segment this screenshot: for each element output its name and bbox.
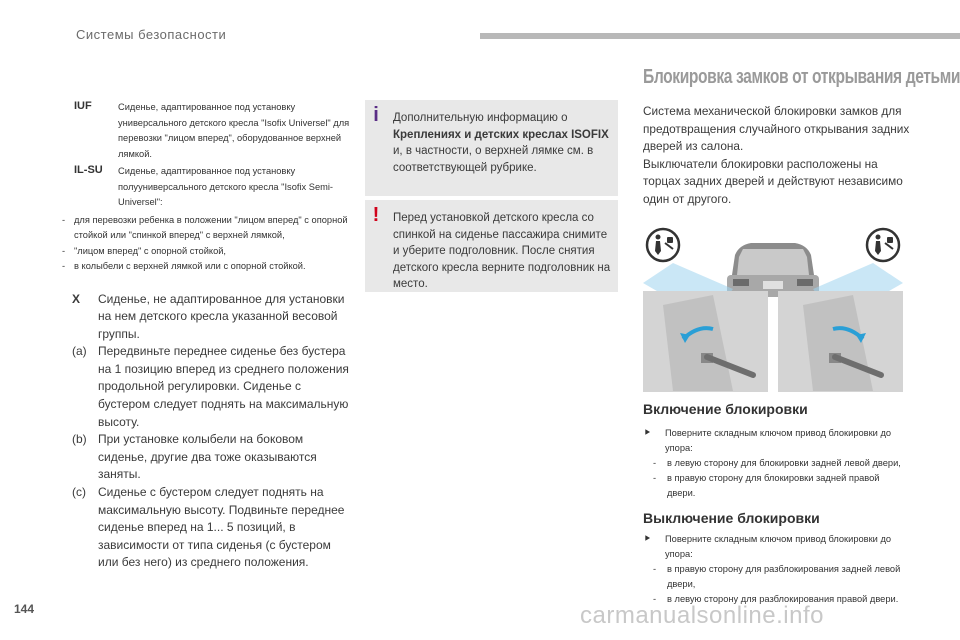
note-a: (a) Передвиньте переднее сиденье без бустера на 1 позицию вперед из среднего положения продольной регулировки. Сиденье с бустером следует поднять на максимальную высоту. [72, 344, 349, 429]
section-intro: Система механической блокировки замков для предотвращения случайного открывания задних дверей из салона. Выключатели блокировки расположены на торцах задних дверей и действуют независимо один от другого. [643, 104, 910, 206]
info-box [365, 100, 618, 196]
definition-key: IUF [74, 100, 92, 112]
lock-heading: Включение блокировки [643, 401, 808, 417]
note-b: (b) При установке колыбели на боковом сиденье, другие два тоже оказываются заняты. [72, 432, 317, 482]
list-item: - в левую сторону для блокировки задней левой двери, [653, 458, 901, 468]
info-box-text: Дополнительную информацию о Креплениях и детских креслах ISOFIX и, в частности, о верхней лямке см. в соответствующей рубрике. [393, 112, 609, 174]
list-item: - в колыбели с верхней лямкой или с опорной стойкой. [62, 261, 306, 271]
page-number: 144 [14, 602, 35, 616]
warning-box-text: Перед установкой детского кресла со спинкой на сиденье пассажира снимите и уберите подголовник. После снятия детского кресла верните подголовник на место. [393, 212, 611, 290]
child-lock-icon [867, 229, 899, 261]
isofix-definitions [62, 100, 354, 572]
definition-value: Сиденье, адаптированное под установку универсального детского кресла "Isofix Universel" для перевозки "лицом вперед", оборудованное верхней лямкой. [118, 102, 350, 159]
definition-key: IL-SU [74, 164, 103, 176]
definition-il-su [74, 164, 354, 211]
header-divider-bar [480, 33, 960, 39]
notes-list [72, 291, 354, 573]
right-door-edge-image [778, 291, 903, 392]
section-title: Блокировка замков от открывания детьми [643, 66, 960, 88]
list-item: - в правую сторону для разблокирования задней левой двери, [653, 564, 901, 589]
definition-iuf [74, 100, 354, 162]
list-item: - для перевозки ребенка в положении "лицом вперед" с опорной стойкой или "спинкой вперед" с верхней лямкой, [62, 214, 348, 240]
left-door-edge-image [643, 291, 768, 392]
child-lock-illustration [643, 225, 903, 392]
list-item: - "лицом вперед" с опорной стойкой, [62, 245, 227, 256]
note-c: (c) Сиденье с бустером следует поднять на максимальную высоту. Подвиньте переднее сиденье вперед на 1... 5 позиций, в зависимости от типа сиденья (с бустером или без него) из среднего положения. [72, 485, 345, 570]
lock-steps [643, 426, 908, 501]
definition-value: Сиденье, адаптированное под установку полууниверсального детского кресла "Isofix Semi-Universel": [118, 166, 334, 207]
note-x: X Сиденье, не адаптированное для установки на нем детского кресла указанной весовой группы. [72, 291, 345, 341]
list-item: - в левую сторону для разблокирования правой двери. [653, 594, 899, 604]
list-item: - в правую сторону для блокировки задней правой двери. [653, 473, 880, 498]
list-item: ⯈ Поверните складным ключом привод блокировки до упора: [643, 534, 892, 559]
watermark: carmanualsonline.info [580, 602, 824, 629]
child-lock-icon [647, 229, 679, 261]
unlock-heading: Выключение блокировки [643, 510, 820, 526]
list-item: ⯈ Поверните складным ключом привод блокировки до упора: [643, 428, 892, 453]
page-header-title: Системы безопасности [76, 27, 227, 42]
warning-box [365, 200, 618, 292]
info-icon: i [373, 104, 379, 126]
unlock-steps [643, 532, 908, 607]
warning-icon: ! [372, 204, 380, 226]
definition-bullet-list [62, 213, 354, 275]
